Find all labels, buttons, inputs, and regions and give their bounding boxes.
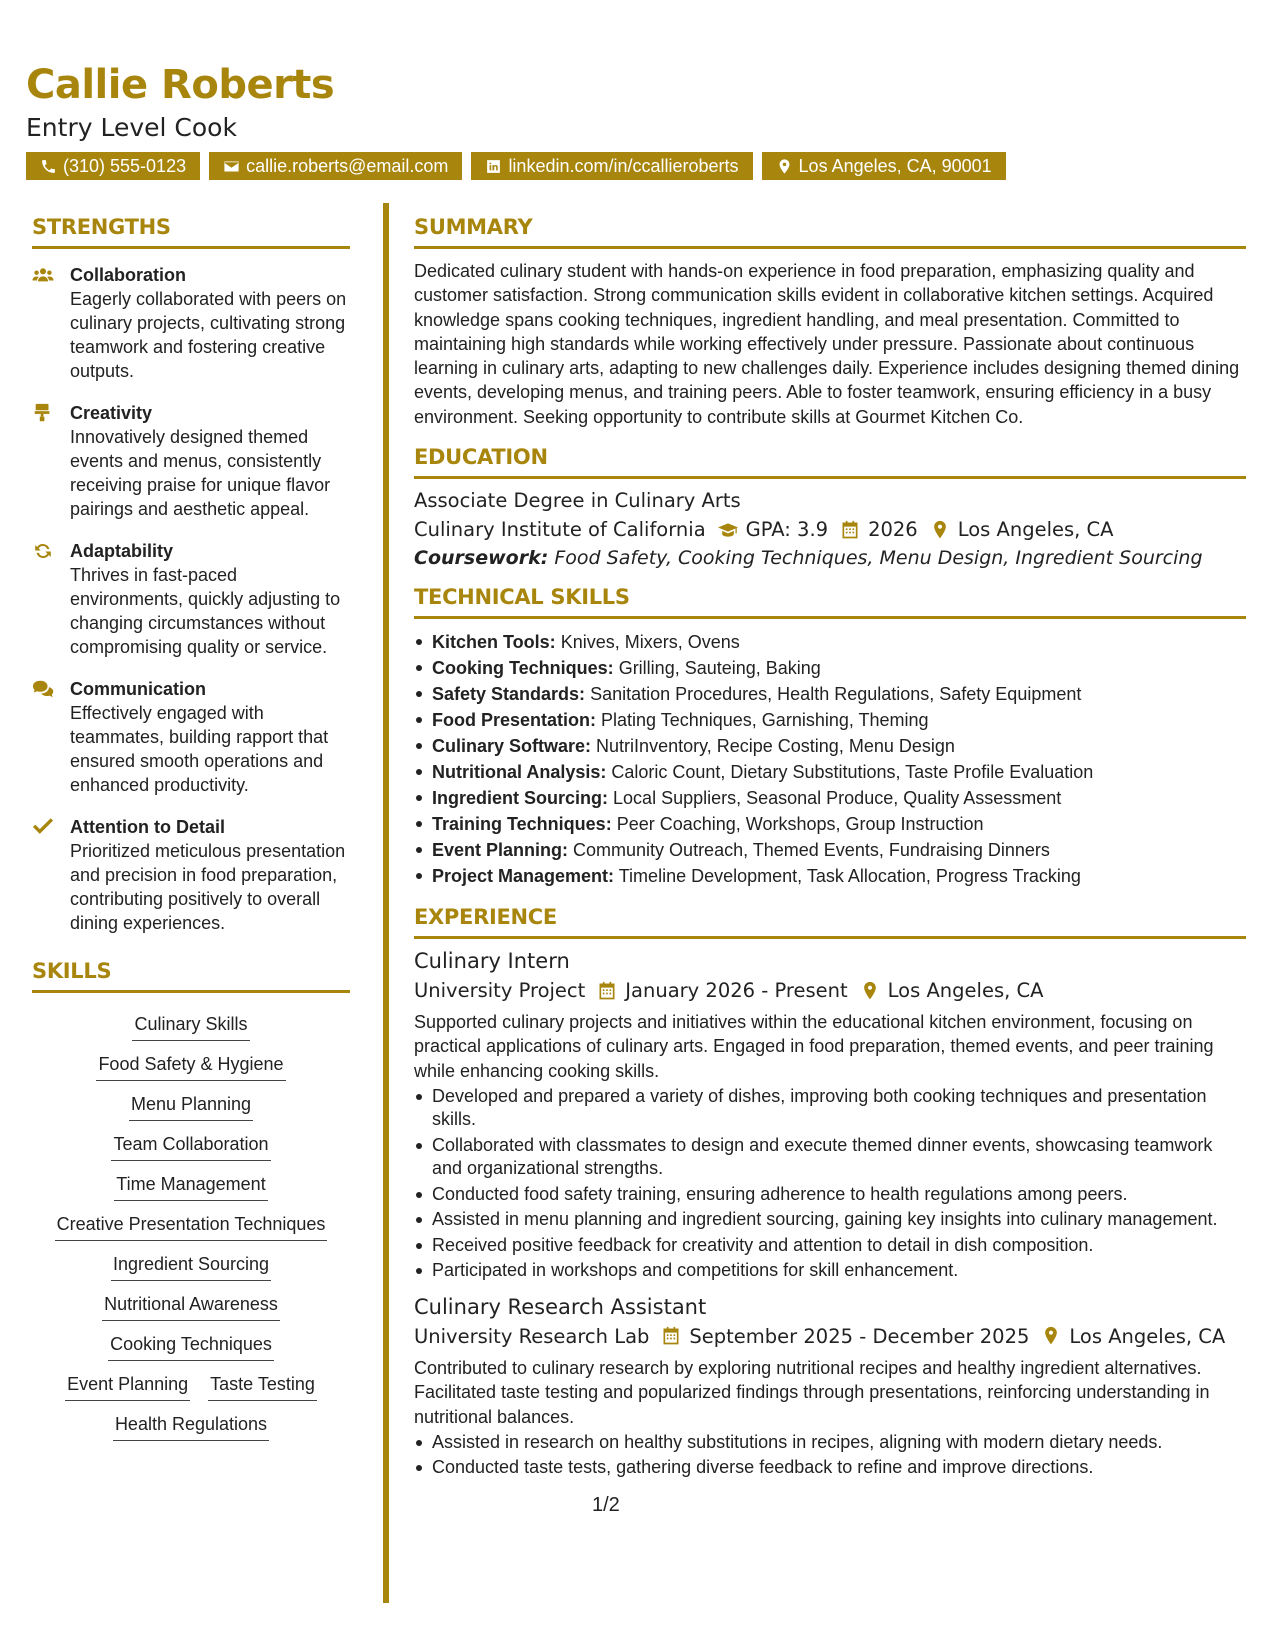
tech-skill-label: Food Presentation: bbox=[432, 710, 597, 731]
job-dates: January 2026 - Present bbox=[625, 979, 848, 1003]
calendar-icon bbox=[840, 520, 860, 540]
skill-tag: Taste Testing bbox=[208, 1372, 317, 1401]
summary-text: Dedicated culinary student with hands-on experience in food preparation, emphasizing quality and customer satisfaction. Strong communication skills evident in collaborative kitchen settings. Acquired knowledge spans cooking techniques, ingredient handling, and meal presentation. Committed to maintaining high standards while working effectively under pressure. Passionate about continuous learning in culinary arts, adapting to new challenges daily. Experience includes designing themed dining events, developing menus, and training peers. Able to foster teamwork, ensuring efficiency in a busy environment. Seeking opportunity to contribute skills at Gourmet Kitchen Co. bbox=[414, 261, 1240, 427]
strength-text: Thrives in fast-paced environments, quickly adjusting to changing circumstances without compromising quality or service. bbox=[70, 565, 341, 657]
skill-tag: Cooking Techniques bbox=[108, 1332, 274, 1361]
skill-tag: Food Safety & Hygiene bbox=[96, 1052, 285, 1081]
strength-item bbox=[32, 263, 350, 383]
education-meta bbox=[414, 518, 1246, 541]
skill-tag: Health Regulations bbox=[113, 1412, 269, 1441]
coursework-list: Food Safety, Cooking Techniques, Menu Design, Ingredient Sourcing bbox=[554, 547, 1203, 570]
contact-linkedin-text: linkedin.com/in/ccallieroberts bbox=[508, 156, 739, 176]
tech-skill-value: Peer Coaching, Workshops, Group Instruction bbox=[616, 814, 984, 835]
tech-skill-item bbox=[414, 863, 1246, 889]
summary-section bbox=[414, 215, 1246, 429]
tech-skill-value: Grilling, Sauteing, Baking bbox=[618, 658, 821, 679]
skill-tag: Menu Planning bbox=[129, 1092, 253, 1121]
job-entry-title: Culinary Research Assistant bbox=[414, 1294, 707, 1319]
job-bullet: Received positive feedback for creativity and attention to detail in dish composition. bbox=[414, 1234, 1246, 1258]
calendar-icon bbox=[661, 1326, 681, 1346]
job-bullet: Developed and prepared a variety of dishes, improving both cooking techniques and presentation skills. bbox=[414, 1085, 1246, 1132]
strength-item bbox=[32, 677, 350, 797]
technical-skills-heading: TECHNICAL SKILLS bbox=[414, 585, 1246, 619]
coursework-label: Coursework: bbox=[414, 547, 549, 570]
skills-heading: SKILLS bbox=[32, 959, 350, 993]
education-heading: EDUCATION bbox=[414, 445, 1246, 479]
school-location: Los Angeles, CA bbox=[957, 518, 1114, 542]
tech-skill-item bbox=[414, 759, 1246, 785]
skill-tag: Ingredient Sourcing bbox=[111, 1252, 271, 1281]
strength-title: Communication bbox=[70, 679, 207, 699]
degree-title: Associate Degree in Culinary Arts bbox=[414, 489, 741, 513]
tech-skill-label: Culinary Software: bbox=[432, 736, 592, 757]
education-section bbox=[414, 445, 1246, 569]
tech-skill-value: Timeline Development, Task Allocation, Progress Tracking bbox=[618, 866, 1081, 887]
job-entry bbox=[414, 949, 1246, 1283]
job-entry bbox=[414, 1295, 1246, 1480]
linkedin-icon bbox=[485, 158, 502, 175]
contact-location-text: Los Angeles, CA, 90001 bbox=[798, 156, 992, 176]
job-bullet: Conducted taste tests, gathering diverse feedback to refine and improve directions. bbox=[414, 1456, 1246, 1480]
tech-skill-label: Project Management: bbox=[432, 866, 615, 887]
job-bullet: Participated in workshops and competitions for skill enhancement. bbox=[414, 1259, 1246, 1283]
right-column bbox=[414, 215, 1246, 1482]
tech-skill-item bbox=[414, 785, 1246, 811]
job-bullet: Conducted food safety training, ensuring adherence to health regulations among peers. bbox=[414, 1183, 1246, 1207]
strengths-heading: STRENGTHS bbox=[32, 215, 350, 249]
comments-icon bbox=[32, 679, 54, 699]
tech-skill-value: Caloric Count, Dietary Substitutions, Taste Profile Evaluation bbox=[611, 762, 1094, 783]
skill-tag: Culinary Skills bbox=[132, 1012, 249, 1041]
tech-skill-value: NutriInventory, Recipe Costing, Menu Design bbox=[596, 736, 955, 757]
tech-skill-value: Local Suppliers, Seasonal Produce, Quality Assessment bbox=[613, 788, 1062, 809]
envelope-icon bbox=[223, 158, 240, 175]
gpa: GPA: 3.9 bbox=[745, 518, 829, 542]
graduation-cap-icon bbox=[718, 520, 738, 540]
job-meta bbox=[414, 979, 1246, 1002]
tech-skill-label: Safety Standards: bbox=[432, 684, 586, 705]
tech-skill-item bbox=[414, 655, 1246, 681]
phone-icon bbox=[40, 158, 57, 175]
job-meta bbox=[414, 1325, 1246, 1348]
tech-skill-item bbox=[414, 681, 1246, 707]
tech-skill-value: Plating Techniques, Garnishing, Theming bbox=[601, 710, 929, 731]
strength-item bbox=[32, 815, 350, 935]
tech-skill-item bbox=[414, 811, 1246, 837]
job-bullet: Assisted in research on healthy substitutions in recipes, aligning with modern dietary needs. bbox=[414, 1431, 1246, 1455]
strength-text: Prioritized meticulous presentation and precision in food preparation, contributing positively to overall dining experiences. bbox=[70, 841, 346, 933]
job-title: Entry Level Cook bbox=[26, 113, 237, 142]
job-bullet: Assisted in menu planning and ingredient sourcing, gaining key insights into culinary management. bbox=[414, 1208, 1246, 1232]
job-location: Los Angeles, CA bbox=[1069, 1324, 1226, 1348]
skills-section bbox=[32, 959, 350, 1441]
strength-text: Innovatively designed themed events and menus, consistently receiving praise for unique flavor pairings and aesthetic appeal. bbox=[70, 427, 331, 519]
paint-roller-icon bbox=[32, 403, 54, 423]
experience-section bbox=[414, 905, 1246, 1480]
skill-tag: Nutritional Awareness bbox=[102, 1292, 280, 1321]
column-divider bbox=[383, 203, 389, 1603]
contact-email-text: callie.roberts@email.com bbox=[246, 156, 449, 176]
graduation-year: 2026 bbox=[868, 518, 918, 542]
map-pin-icon bbox=[860, 981, 880, 1001]
job-org: University Project bbox=[414, 979, 586, 1003]
experience-heading: EXPERIENCE bbox=[414, 905, 1246, 939]
tech-skill-label: Cooking Techniques: bbox=[432, 658, 614, 679]
strength-title: Adaptability bbox=[70, 541, 174, 561]
job-location: Los Angeles, CA bbox=[887, 979, 1044, 1003]
strength-title: Creativity bbox=[70, 403, 153, 423]
contact-location bbox=[762, 152, 1006, 180]
job-bullet: Collaborated with classmates to design and execute themed dinner events, showcasing teamwork and organizational strengths. bbox=[414, 1134, 1246, 1181]
coursework bbox=[414, 547, 1246, 569]
candidate-name: Callie Roberts bbox=[26, 62, 335, 108]
strength-text: Effectively engaged with teammates, building rapport that ensured smooth operations and enhanced productivity. bbox=[70, 703, 329, 795]
map-pin-icon bbox=[776, 158, 793, 175]
calendar-icon bbox=[597, 981, 617, 1001]
contact-phone-text: (310) 555-0123 bbox=[63, 156, 187, 176]
strength-item bbox=[32, 539, 350, 659]
strength-text: Eagerly collaborated with peers on culinary projects, cultivating strong teamwork and fostering creative outputs. bbox=[70, 289, 347, 381]
tech-skill-label: Ingredient Sourcing: bbox=[432, 788, 609, 809]
summary-heading: SUMMARY bbox=[414, 215, 1246, 249]
job-description: Supported culinary projects and initiatives within the educational kitchen environment, focusing on practical applications of culinary arts. Engaged in food preparation, themed events, and peer training while enhancing cooking skills. bbox=[414, 1012, 1214, 1081]
skill-tag: Time Management bbox=[114, 1172, 267, 1201]
job-org: University Research Lab bbox=[414, 1324, 650, 1348]
tech-skill-item bbox=[414, 707, 1246, 733]
skill-tag: Event Planning bbox=[65, 1372, 190, 1401]
sync-icon bbox=[32, 541, 54, 561]
job-dates: September 2025 - December 2025 bbox=[689, 1324, 1030, 1348]
job-description: Contributed to culinary research by exploring nutritional recipes and healthy ingredient alternatives. Facilitated taste testing and popularized findings through presentations, reinforcing understanding in nutritional balances. bbox=[414, 1357, 1210, 1427]
job-entry-title: Culinary Intern bbox=[414, 949, 570, 974]
contact-email[interactable] bbox=[209, 152, 462, 180]
check-icon bbox=[32, 817, 54, 837]
contact-phone[interactable] bbox=[26, 152, 200, 180]
strength-item bbox=[32, 401, 350, 521]
tech-skill-value: Sanitation Procedures, Health Regulations, Safety Equipment bbox=[590, 684, 1082, 705]
skill-tag: Creative Presentation Techniques bbox=[55, 1212, 328, 1241]
left-column bbox=[32, 215, 350, 1441]
tech-skill-value: Community Outreach, Themed Events, Fundraising Dinners bbox=[573, 840, 1050, 861]
map-pin-icon bbox=[1041, 1326, 1061, 1346]
page-number: 1/2 bbox=[592, 1494, 620, 1516]
skill-tag: Team Collaboration bbox=[111, 1132, 270, 1161]
technical-skills-section bbox=[414, 585, 1246, 889]
users-icon bbox=[32, 265, 54, 285]
contact-bar bbox=[26, 152, 1006, 180]
tech-skill-label: Kitchen Tools: bbox=[432, 632, 556, 653]
strength-title: Attention to Detail bbox=[70, 817, 225, 837]
strength-title: Collaboration bbox=[70, 265, 186, 285]
map-pin-icon bbox=[930, 520, 950, 540]
tech-skill-item bbox=[414, 837, 1246, 863]
tech-skill-label: Event Planning: bbox=[432, 840, 569, 861]
school-name: Culinary Institute of California bbox=[414, 518, 706, 542]
tech-skill-label: Training Techniques: bbox=[432, 814, 612, 835]
tech-skill-label: Nutritional Analysis: bbox=[432, 762, 607, 783]
tech-skill-item bbox=[414, 629, 1246, 655]
tech-skill-item bbox=[414, 733, 1246, 759]
contact-linkedin[interactable] bbox=[471, 152, 752, 180]
tech-skill-value: Knives, Mixers, Ovens bbox=[560, 632, 740, 653]
